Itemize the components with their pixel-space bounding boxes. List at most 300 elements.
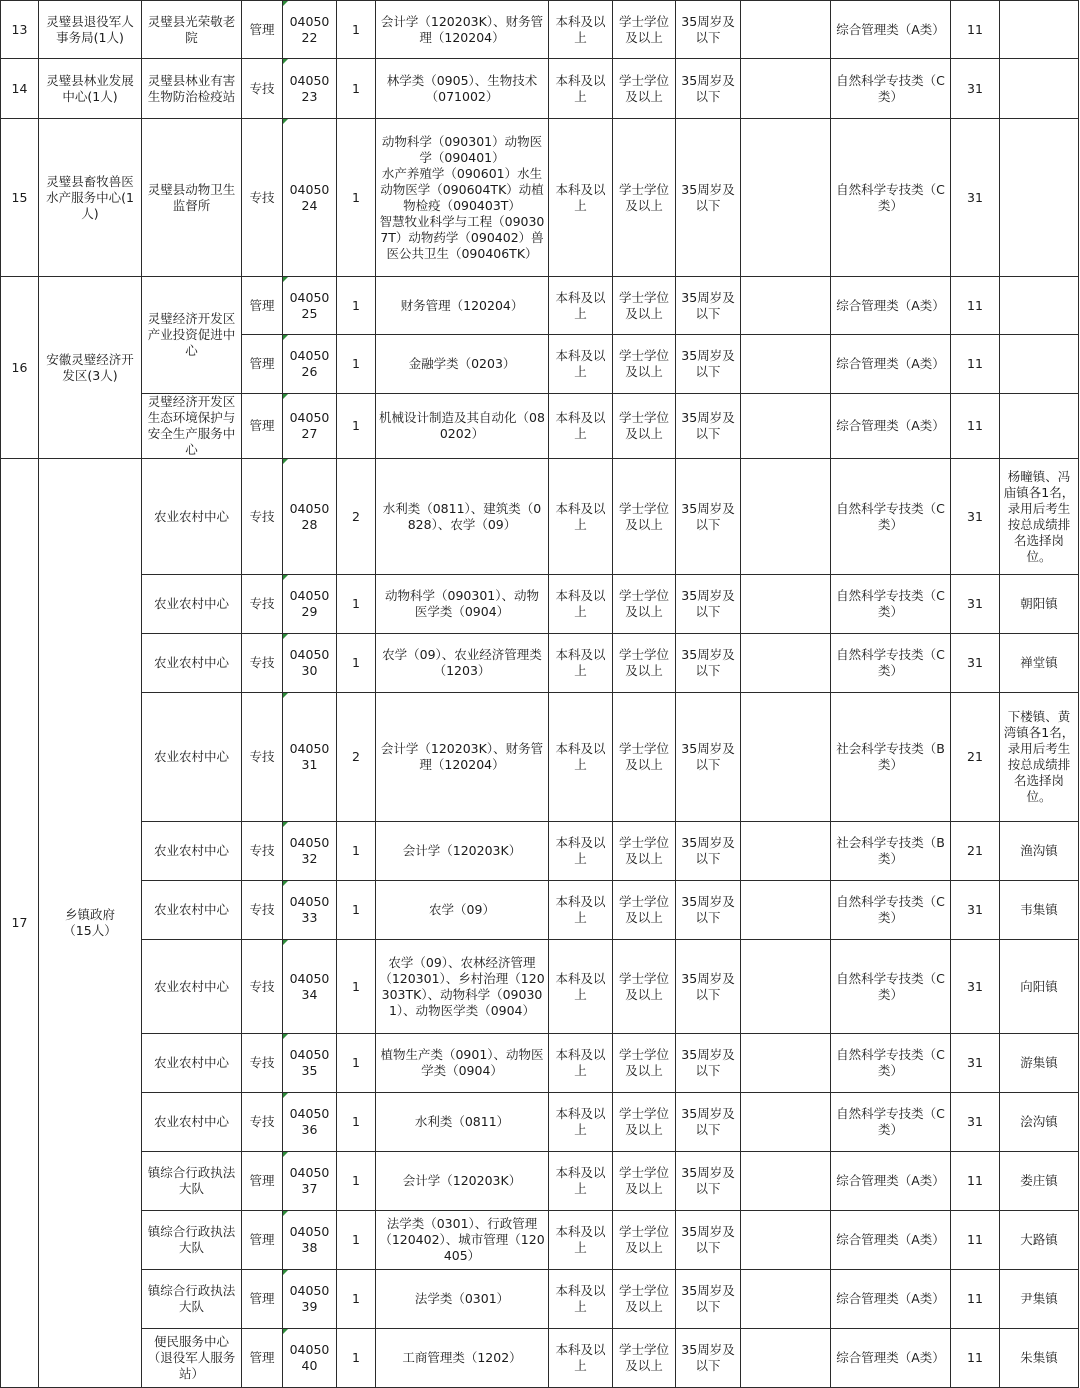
- cell-degree-text: 学士学位及以上: [618, 970, 669, 1002]
- cell-headcount: [337, 119, 376, 277]
- cell-degree: [613, 822, 676, 881]
- cell-age: [676, 1152, 741, 1211]
- cell-major-text: 动物科学（090301）、动物医学类（0904）: [385, 588, 539, 619]
- cell-exam-code-text: 11: [967, 418, 983, 433]
- cell-post-type-text: 管理: [249, 356, 275, 371]
- cell-note: [1000, 119, 1079, 277]
- cell-exam-code: [951, 1152, 1000, 1211]
- cell-education: [549, 1, 613, 59]
- cell-unit-text: 镇综合行政执法大队: [147, 1224, 236, 1255]
- cell-post-code-text: 0405030: [289, 647, 330, 678]
- cell-major: [376, 940, 549, 1034]
- cell-degree: [613, 1211, 676, 1270]
- cell-post-type: [242, 693, 283, 822]
- cell-education-text: 本科及以上: [555, 647, 606, 678]
- cell-education-text: 本科及以上: [555, 1342, 606, 1373]
- cell-unit: [142, 1152, 242, 1211]
- cell-exam-category: [831, 277, 951, 335]
- table-row: [1, 634, 1079, 693]
- cell-unit: [142, 59, 242, 119]
- cell-age-text: 35周岁及以下: [681, 500, 735, 532]
- cell-post-type-text: 管理: [249, 21, 275, 37]
- cell-exam-code-text: 11: [967, 1350, 983, 1365]
- cell-post-type-text: 专技: [249, 843, 275, 858]
- cell-exam-category-text: 综合管理类（A类）: [836, 356, 945, 371]
- cell-note: [1000, 634, 1079, 693]
- table-row: [1, 459, 1079, 575]
- cell-post-type: [242, 394, 283, 459]
- cell-major: [376, 459, 549, 575]
- cell-degree-text: 学士学位及以上: [618, 72, 669, 104]
- cell-age-text: 35周岁及以下: [681, 1047, 735, 1078]
- cell-exam-code: [951, 881, 1000, 940]
- cell-exam-category: [831, 1093, 951, 1152]
- cell-age-text: 35周岁及以下: [681, 1224, 735, 1255]
- cell-seq: [1, 277, 39, 459]
- cell-post-type: [242, 1034, 283, 1093]
- cell-education: [549, 1152, 613, 1211]
- cell-exam-category-text: 自然科学专技类（C类）: [836, 1106, 945, 1137]
- cell-major: [376, 1329, 549, 1388]
- cell-headcount-text: 1: [352, 1114, 360, 1129]
- table-row: [1, 1270, 1079, 1329]
- cell-post-code-text: 0405027: [289, 410, 330, 441]
- cell-education-text: 本科及以上: [555, 1106, 606, 1137]
- cell-age: [676, 1093, 741, 1152]
- cell-note-text: 大路镇: [1020, 1232, 1058, 1247]
- cell-department: [39, 1, 142, 59]
- cell-degree-text: 学士学位及以上: [618, 1106, 669, 1137]
- cell-major: [376, 1211, 549, 1270]
- cell-note-text: 朱集镇: [1020, 1350, 1058, 1365]
- cell-age: [676, 575, 741, 634]
- cell-age: [676, 693, 741, 822]
- cell-degree-text: 学士学位及以上: [618, 1047, 669, 1078]
- cell-unit-text: 农业农村中心: [153, 655, 229, 670]
- cell-education: [549, 394, 613, 459]
- cell-headcount: [337, 1211, 376, 1270]
- cell-exam-category-text: 自然科学专技类（C类）: [836, 647, 945, 678]
- cell-education: [549, 1329, 613, 1388]
- cell-exam-code: [951, 1211, 1000, 1270]
- cell-post-code: [283, 1, 337, 59]
- cell-other: [741, 822, 831, 881]
- cell-headcount-text: 1: [352, 1291, 360, 1306]
- cell-seq-text: 16: [11, 359, 28, 375]
- cell-major-text: 水利类（0811）: [414, 1114, 510, 1129]
- cell-exam-code-text: 31: [967, 1114, 983, 1129]
- cell-education: [549, 59, 613, 119]
- cell-note: [1000, 1152, 1079, 1211]
- cell-exam-code: [951, 693, 1000, 822]
- cell-note: [1000, 1211, 1079, 1270]
- cell-age: [676, 634, 741, 693]
- cell-headcount-text: 1: [352, 978, 360, 994]
- cell-post-code: [283, 335, 337, 394]
- cell-post-code-text: 0405032: [289, 835, 330, 866]
- cell-post-code-text: 0405029: [289, 588, 330, 619]
- cell-age: [676, 335, 741, 394]
- cell-exam-category: [831, 940, 951, 1034]
- cell-degree: [613, 1329, 676, 1388]
- cell-headcount-text: 1: [352, 843, 360, 858]
- cell-post-code-text: 0405036: [289, 1106, 330, 1137]
- cell-other: [741, 940, 831, 1034]
- cell-post-type-text: 管理: [249, 1173, 275, 1188]
- cell-headcount: [337, 634, 376, 693]
- cell-age-text: 35周岁及以下: [681, 289, 735, 321]
- cell-education: [549, 1034, 613, 1093]
- cell-unit-text: 灵璧经济开发区生态环境保护与安全生产服务中心: [147, 394, 236, 457]
- cell-education: [549, 693, 613, 822]
- cell-headcount-text: 1: [352, 902, 360, 917]
- cell-age: [676, 1, 741, 59]
- cell-exam-category: [831, 1329, 951, 1388]
- cell-exam-category: [831, 634, 951, 693]
- cell-headcount: [337, 1, 376, 59]
- cell-post-code: [283, 693, 337, 822]
- cell-headcount: [337, 394, 376, 459]
- cell-age-text: 35周岁及以下: [681, 970, 735, 1002]
- cell-post-code: [283, 59, 337, 119]
- cell-post-type: [242, 822, 283, 881]
- cell-degree-text: 学士学位及以上: [618, 289, 669, 321]
- cell-age: [676, 881, 741, 940]
- cell-exam-code: [951, 459, 1000, 575]
- cell-post-code-text: 0405040: [289, 1342, 330, 1373]
- cell-education: [549, 1211, 613, 1270]
- cell-major-text: 农学（09）: [429, 902, 495, 917]
- cell-post-type-text: 管理: [249, 1232, 275, 1247]
- cell-post-code-text: 0405022: [289, 13, 330, 45]
- cell-exam-category-text: 自然科学专技类（C类）: [836, 500, 945, 532]
- cell-note-text: 朝阳镇: [1020, 596, 1058, 611]
- cell-headcount-text: 1: [352, 80, 360, 96]
- cell-exam-code-text: 31: [967, 80, 983, 96]
- cell-exam-code-text: 21: [967, 843, 983, 858]
- cell-exam-code-text: 11: [967, 1173, 983, 1188]
- cell-department: [39, 59, 142, 119]
- cell-post-type-text: 专技: [249, 189, 275, 205]
- cell-major-text: 会计学（120203K）、财务管理（120204）: [380, 13, 544, 45]
- cell-education-text: 本科及以上: [555, 970, 606, 1002]
- cell-exam-category-text: 综合管理类（A类）: [836, 1291, 945, 1306]
- cell-unit: [142, 1, 242, 59]
- cell-education: [549, 881, 613, 940]
- cell-note: [1000, 693, 1079, 822]
- cell-unit: [142, 277, 242, 394]
- cell-post-code: [283, 277, 337, 335]
- cell-post-code: [283, 822, 337, 881]
- cell-major-text: 农学（09）、农林经济管理（120301）、乡村治理（120303TK）、动物科学（090301）、动物医学类（0904）: [379, 954, 545, 1018]
- cell-exam-code-text: 31: [967, 978, 983, 994]
- cell-exam-code: [951, 1270, 1000, 1329]
- cell-unit: [142, 940, 242, 1034]
- cell-unit-text: 便民服务中心（退役军人服务站）: [147, 1334, 236, 1381]
- cell-post-type-text: 专技: [249, 978, 275, 994]
- table-row: [1, 575, 1079, 634]
- cell-exam-category: [831, 59, 951, 119]
- cell-education-text: 本科及以上: [555, 1283, 606, 1314]
- cell-major: [376, 335, 549, 394]
- cell-headcount: [337, 1093, 376, 1152]
- cell-post-type-text: 专技: [249, 655, 275, 670]
- cell-post-type-text: 专技: [249, 80, 275, 96]
- cell-education: [549, 119, 613, 277]
- cell-degree-text: 学士学位及以上: [618, 835, 669, 866]
- cell-age: [676, 822, 741, 881]
- cell-post-code: [283, 1034, 337, 1093]
- cell-post-code: [283, 881, 337, 940]
- cell-degree: [613, 1034, 676, 1093]
- cell-major-text: 机械设计制造及其自动化（080202）: [379, 410, 545, 441]
- cell-other: [741, 335, 831, 394]
- cell-post-code-text: 0405025: [289, 289, 330, 321]
- cell-major-text: 工商管理类（1202）: [402, 1350, 522, 1365]
- cell-headcount-text: 1: [352, 1173, 360, 1188]
- cell-age-text: 35周岁及以下: [681, 348, 735, 379]
- cell-post-code: [283, 1152, 337, 1211]
- cell-note-text: 向阳镇: [1020, 978, 1058, 994]
- table-row: [1, 1034, 1079, 1093]
- cell-education-text: 本科及以上: [555, 588, 606, 619]
- cell-post-type: [242, 575, 283, 634]
- cell-unit-text: 灵璧县林业有害生物防治检疫站: [147, 72, 236, 104]
- cell-degree-text: 学士学位及以上: [618, 741, 669, 772]
- cell-headcount: [337, 1034, 376, 1093]
- cell-degree-text: 学士学位及以上: [618, 500, 669, 532]
- cell-department: [39, 119, 142, 277]
- cell-exam-code-text: 11: [967, 1232, 983, 1247]
- cell-post-type: [242, 1, 283, 59]
- cell-other: [741, 881, 831, 940]
- cell-seq: [1, 59, 39, 119]
- cell-degree-text: 学士学位及以上: [618, 13, 669, 45]
- cell-age: [676, 277, 741, 335]
- cell-age-text: 35周岁及以下: [681, 1342, 735, 1373]
- cell-exam-code-text: 11: [967, 356, 983, 371]
- cell-unit: [142, 394, 242, 459]
- cell-major: [376, 1034, 549, 1093]
- cell-note: [1000, 1034, 1079, 1093]
- table-row: [1, 822, 1079, 881]
- cell-exam-category-text: 自然科学专技类（C类）: [836, 588, 945, 619]
- cell-unit: [142, 693, 242, 822]
- table-row: [1, 1211, 1079, 1270]
- cell-post-type: [242, 335, 283, 394]
- cell-age-text: 35周岁及以下: [681, 181, 735, 213]
- cell-exam-category-text: 社会科学专技类（B类）: [836, 835, 945, 866]
- cell-degree: [613, 881, 676, 940]
- cell-education: [549, 277, 613, 335]
- cell-education-text: 本科及以上: [555, 348, 606, 379]
- cell-headcount-text: 1: [352, 418, 360, 433]
- cell-exam-category-text: 自然科学专技类（C类）: [836, 894, 945, 925]
- cell-education-text: 本科及以上: [555, 13, 606, 45]
- cell-note-text: 娄庄镇: [1020, 1173, 1058, 1188]
- table-row: [1, 1, 1079, 59]
- cell-seq: [1, 119, 39, 277]
- cell-exam-category: [831, 575, 951, 634]
- cell-education-text: 本科及以上: [555, 410, 606, 441]
- cell-note: [1000, 335, 1079, 394]
- cell-department-text: 乡镇政府 （15人）: [63, 907, 117, 938]
- cell-exam-category: [831, 335, 951, 394]
- cell-education: [549, 575, 613, 634]
- cell-post-type: [242, 1152, 283, 1211]
- cell-exam-category-text: 自然科学专技类（C类）: [836, 72, 945, 104]
- cell-unit-text: 农业农村中心: [153, 508, 229, 524]
- cell-note: [1000, 1, 1079, 59]
- cell-headcount-text: 2: [352, 749, 360, 764]
- cell-education: [549, 1093, 613, 1152]
- cell-post-code-text: 0405035: [289, 1047, 330, 1078]
- cell-post-code-text: 0405023: [289, 72, 330, 104]
- cell-other: [741, 634, 831, 693]
- cell-age: [676, 1270, 741, 1329]
- cell-age: [676, 940, 741, 1034]
- cell-exam-code: [951, 1329, 1000, 1388]
- cell-headcount: [337, 59, 376, 119]
- cell-note-text: 渔沟镇: [1020, 843, 1058, 858]
- cell-other: [741, 693, 831, 822]
- cell-seq-text: 14: [11, 80, 28, 96]
- cell-post-code: [283, 1093, 337, 1152]
- cell-degree-text: 学士学位及以上: [618, 1283, 669, 1314]
- cell-degree: [613, 394, 676, 459]
- cell-headcount: [337, 822, 376, 881]
- cell-headcount-text: 1: [352, 1350, 360, 1365]
- cell-exam-code-text: 31: [967, 655, 983, 670]
- cell-headcount-text: 1: [352, 1055, 360, 1070]
- cell-note: [1000, 277, 1079, 335]
- cell-headcount-text: 1: [352, 297, 360, 313]
- cell-age: [676, 59, 741, 119]
- cell-post-type-text: 专技: [249, 749, 275, 764]
- cell-exam-category-text: 社会科学专技类（B类）: [836, 741, 945, 772]
- cell-exam-category: [831, 459, 951, 575]
- cell-other: [741, 1270, 831, 1329]
- cell-headcount: [337, 335, 376, 394]
- cell-unit: [142, 575, 242, 634]
- cell-seq-text: 13: [11, 21, 28, 37]
- cell-unit: [142, 1270, 242, 1329]
- cell-unit: [142, 881, 242, 940]
- cell-exam-category: [831, 1, 951, 59]
- cell-post-type: [242, 459, 283, 575]
- cell-headcount: [337, 575, 376, 634]
- table-row: [1, 1152, 1079, 1211]
- cell-unit-text: 灵璧县光荣敬老院: [147, 13, 236, 45]
- cell-post-type-text: 专技: [249, 508, 275, 524]
- cell-major-text: 水利类（0811）、建筑类（0828）、农学（09）: [382, 500, 542, 532]
- cell-note: [1000, 394, 1079, 459]
- cell-headcount: [337, 459, 376, 575]
- cell-exam-category: [831, 119, 951, 277]
- cell-exam-code-text: 31: [967, 508, 983, 524]
- table-row: [1, 881, 1079, 940]
- cell-degree: [613, 59, 676, 119]
- cell-exam-code: [951, 1034, 1000, 1093]
- cell-age-text: 35周岁及以下: [681, 741, 735, 772]
- cell-age-text: 35周岁及以下: [681, 588, 735, 619]
- cell-headcount: [337, 693, 376, 822]
- cell-education-text: 本科及以上: [555, 1047, 606, 1078]
- cell-major: [376, 1, 549, 59]
- cell-age-text: 35周岁及以下: [681, 894, 735, 925]
- cell-post-code-text: 0405031: [289, 741, 330, 772]
- cell-note-text: 韦集镇: [1020, 902, 1058, 917]
- cell-other: [741, 59, 831, 119]
- cell-other: [741, 394, 831, 459]
- cell-exam-category-text: 自然科学专技类（C类）: [836, 970, 945, 1002]
- cell-headcount-text: 2: [352, 508, 360, 524]
- cell-exam-code: [951, 1, 1000, 59]
- cell-major-text: 植物生产类（0901）、动物医学类（0904）: [380, 1047, 544, 1078]
- cell-exam-category-text: 综合管理类（A类）: [836, 297, 945, 313]
- cell-major: [376, 119, 549, 277]
- cell-other: [741, 575, 831, 634]
- cell-exam-code: [951, 119, 1000, 277]
- cell-post-type: [242, 881, 283, 940]
- cell-exam-code: [951, 822, 1000, 881]
- cell-education-text: 本科及以上: [555, 1224, 606, 1255]
- cell-degree-text: 学士学位及以上: [618, 1165, 669, 1196]
- cell-post-type-text: 专技: [249, 1114, 275, 1129]
- cell-headcount: [337, 881, 376, 940]
- cell-age-text: 35周岁及以下: [681, 13, 735, 45]
- table-row: [1, 277, 1079, 335]
- cell-unit: [142, 634, 242, 693]
- cell-post-code: [283, 119, 337, 277]
- cell-exam-code-text: 31: [967, 596, 983, 611]
- cell-seq-text: 17: [11, 915, 28, 930]
- cell-degree-text: 学士学位及以上: [618, 181, 669, 213]
- cell-major: [376, 575, 549, 634]
- cell-post-code-text: 0405026: [289, 348, 330, 379]
- cell-post-code: [283, 1211, 337, 1270]
- cell-headcount-text: 1: [352, 21, 360, 37]
- cell-headcount: [337, 1152, 376, 1211]
- cell-exam-code: [951, 394, 1000, 459]
- cell-unit-text: 镇综合行政执法大队: [147, 1283, 236, 1314]
- cell-note: [1000, 459, 1079, 575]
- cell-major: [376, 1093, 549, 1152]
- cell-degree-text: 学士学位及以上: [618, 348, 669, 379]
- cell-post-type: [242, 1211, 283, 1270]
- cell-age: [676, 1329, 741, 1388]
- cell-headcount-text: 1: [352, 356, 360, 371]
- cell-exam-category: [831, 394, 951, 459]
- cell-post-type-text: 管理: [249, 1291, 275, 1306]
- cell-post-type-text: 专技: [249, 902, 275, 917]
- cell-post-type-text: 专技: [249, 1055, 275, 1070]
- cell-exam-code: [951, 1093, 1000, 1152]
- cell-age-text: 35周岁及以下: [681, 410, 735, 441]
- cell-age-text: 35周岁及以下: [681, 1106, 735, 1137]
- cell-note-text: 游集镇: [1020, 1055, 1058, 1070]
- cell-other: [741, 1152, 831, 1211]
- cell-unit-text: 灵璧经济开发区产业投资促进中心: [147, 311, 236, 358]
- cell-headcount-text: 1: [352, 189, 360, 205]
- cell-education: [549, 1270, 613, 1329]
- cell-exam-category-text: 综合管理类（A类）: [836, 418, 945, 433]
- cell-education-text: 本科及以上: [555, 741, 606, 772]
- cell-department-text: 安徽灵璧经济开发区(3人): [46, 351, 134, 383]
- cell-unit: [142, 119, 242, 277]
- table-row: [1, 119, 1079, 277]
- cell-department-text: 灵璧县畜牧兽医水产服务中心(1人): [46, 173, 134, 221]
